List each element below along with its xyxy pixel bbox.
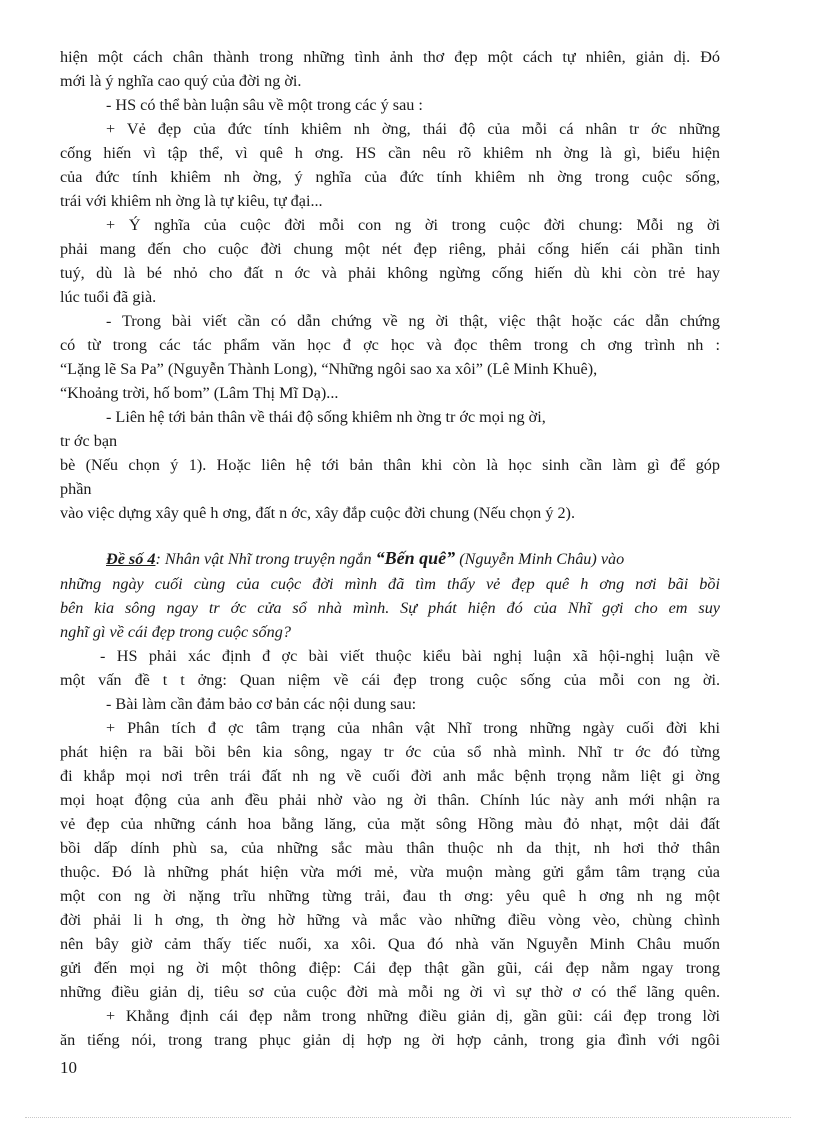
body-line: có từ trong các tác phẩm văn học đ ợc học và đọc thêm trong ch ơng trình nh : <box>60 336 720 354</box>
body-line: lúc tuổi đã già. <box>60 288 157 306</box>
body-line: những điều giản dị, tiêu sơ của cuộc đời mà mỗi ng ời vì sự thờ ơ có thể lãng quên. <box>60 983 720 1001</box>
topic-4-heading <box>106 548 720 569</box>
body-line: cống hiến vì tập thể, vì quê h ơng. HS cần nêu rõ khiêm nh ờng là gì, biểu hiện <box>60 144 720 162</box>
body-line: hiện một cách chân thành trong những tình ảnh thơ đẹp một cách tự nhiên, giản dị. Đó <box>60 48 720 66</box>
topic-4-line: nghĩ gì về cái đẹp trong cuộc sống? <box>60 623 291 641</box>
body-line: - Trong bài viết cần có dẫn chứng về ng ời thật, việc thật hoặc các dẫn chứng <box>106 312 720 330</box>
body-line: + Vẻ đẹp của đức tính khiêm nh ờng, thái độ của mỗi cá nhân tr ớc những <box>106 120 720 138</box>
body-line: mới là ý nghĩa cao quý của đời ng ời. <box>60 72 302 90</box>
body-line: đời phải li h ơng, th ờng hờ hững và mắc vào những điều vòng vèo, chùng chình <box>60 911 720 929</box>
page-bottom-divider <box>25 1117 791 1118</box>
body-line: tuý, dù là bé nhỏ cho đất n ớc và phải không ngừng cống hiến dù khi còn trẻ hay <box>60 264 720 282</box>
body-line: gửi đến mọi ng ời một thông điệp: Cái đẹp thật gần gũi, cái đẹp nằm ngay trong <box>60 959 720 977</box>
topic-4-text-2: (Nguyễn Minh Châu) vào <box>455 550 625 568</box>
body-line: phải mang đến cho cuộc đời chung một nét đẹp riêng, phải cống hiến cái phần tinh <box>60 240 720 258</box>
body-line: của đức tính khiêm nh ờng, ý nghĩa của đức tính khiêm nh ờng trong cuộc sống, <box>60 168 720 186</box>
body-line: + Ý nghĩa của cuộc đời mỗi con ng ời trong cuộc đời chung: Mỗi ng ời <box>106 216 720 234</box>
topic-4-text: Nhân vật Nhĩ trong truyện ngắn <box>160 550 376 568</box>
body-line: trái với khiêm nh ờng là tự kiêu, tự đại... <box>60 192 323 210</box>
body-line: đi khắp mọi nơi trên trái đất nh ng về cuối đời anh mắc bệnh trọng nằm liệt gi ờng <box>60 767 720 785</box>
body-line: một con ng ời nặng trĩu những từng trải, đau th ơng: yêu quê h ơng nh ng một <box>60 887 720 905</box>
body-line: mọi hoạt động của anh đều phải nhờ vào ng ời thân. Chính lúc này anh mới nhận ra <box>60 791 720 809</box>
body-line: phát hiện ra bãi bồi bên kia sông, ngay tr ớc của sổ nhà mình. Nhĩ tr ớc đó từng <box>60 743 720 761</box>
topic-4-colon: : <box>155 550 161 568</box>
topic-4-label: Đề số 4 <box>106 550 156 568</box>
work-title: “Bến quê” <box>375 548 456 568</box>
body-line: + Phân tích đ ợc tâm trạng của nhân vật Nhĩ trong những ngày cuối đời khi <box>106 719 720 737</box>
topic-4-line: những ngày cuối cùng của cuộc đời mình đã tìm thấy vẻ đẹp quê h ơng nơi bãi bồi <box>60 575 720 593</box>
body-line: - HS phải xác định đ ợc bài viết thuộc kiểu bài nghị luận xã hội-nghị luận về <box>100 647 720 665</box>
body-line: tr ớc bạn <box>60 432 118 450</box>
body-line: - Liên hệ tới bản thân về thái độ sống khiêm nh ờng tr ớc mọi ng ời, <box>106 408 546 426</box>
body-line: - Bài làm cần đảm bảo cơ bản các nội dung sau: <box>106 695 417 713</box>
page-number: 10 <box>60 1058 77 1077</box>
body-line: vào việc dựng xây quê h ơng, đất n ớc, xây đắp cuộc đời chung (Nếu chọn ý 2). <box>60 504 575 522</box>
body-line: “Lặng lẽ Sa Pa” (Nguyễn Thành Long), “Những ngôi sao xa xôi” (Lê Minh Khuê), <box>60 360 598 378</box>
body-line: vẻ đẹp của những cánh hoa bằng lăng, của mặt sông Hồng màu đỏ nhạt, một dải đất <box>60 815 720 833</box>
body-line: một vấn đề t t ởng: Quan niệm về cái đẹp trong cuộc sống của mỗi con ng ời. <box>60 671 720 689</box>
body-line: nên bây giờ cảm thấy tiếc nuối, xa xôi. Qua đó nhà văn Nguyễn Minh Châu muốn <box>60 935 720 953</box>
body-line: - HS có thể bàn luận sâu về một trong các ý sau : <box>106 96 423 114</box>
topic-4-line: bên kia sông ngay tr ớc cửa sổ nhà mình. Sự phát hiện đó của Nhĩ gợi cho em suy <box>60 599 720 617</box>
body-line: bè (Nếu chọn ý 1). Hoặc liên hệ tới bản thân khi còn là học sinh cần làm gì để góp <box>60 456 720 474</box>
body-line: + Khẳng định cái đẹp nằm trong những điều giản dị, gần gũi: cái đẹp trong lời <box>106 1007 720 1025</box>
body-line: bồi dấp dính phù sa, của những sắc màu thân thuộc nh da thịt, nh hơi thở thân <box>60 839 720 857</box>
body-line: thuộc. Đó là những phát hiện vừa mới mẻ, vừa muộn màng gửi gắm tâm trạng của <box>60 863 720 881</box>
body-line: ăn tiếng nói, trong trang phục giản dị hợp ng ời hợp cảnh, trong gia đình với ngôi <box>60 1031 720 1049</box>
body-line: “Khoảng trời, hố bom” (Lâm Thị Mĩ Dạ)... <box>60 384 339 402</box>
body-line: phần <box>60 480 92 498</box>
